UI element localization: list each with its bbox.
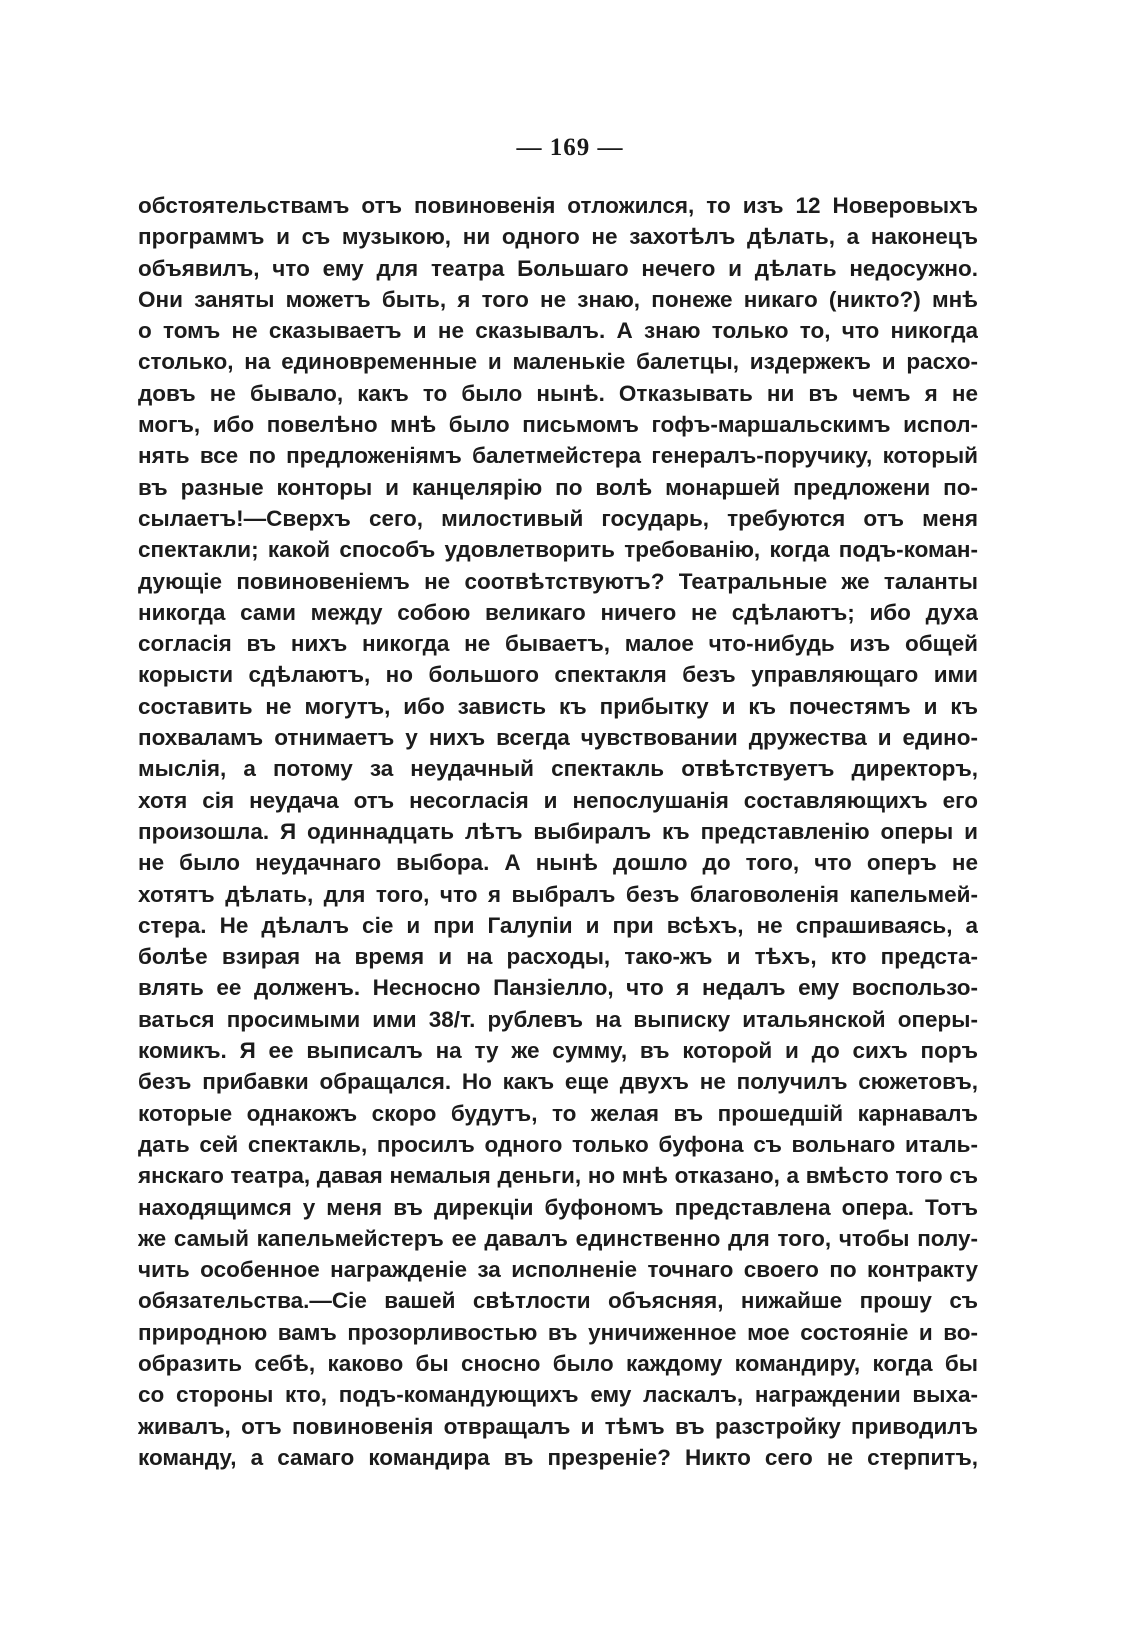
text-line: живалъ, отъ повиновенія отвращалъ и тѣмъ въ разстройку приводилъ — [138, 1413, 978, 1439]
text-line: въ разные конторы и канцелярію по волѣ монаршей предложени по- — [138, 474, 978, 500]
text-line: ваться просимыми ими 38/т. рублевъ на выписку итальянской оперы- — [138, 1006, 978, 1032]
text-line: произошла. Я одиннадцать лѣтъ выбиралъ къ представленію оперы и — [138, 818, 978, 844]
text-line: обстоятельствамъ отъ повиновенія отложился, то изъ 12 Новеровыхъ — [138, 193, 978, 218]
text-line: довъ не бывало, какъ то было нынѣ. Отказывать ни въ чемъ я не — [138, 380, 978, 406]
text-line: комикъ. Я ее выписалъ на ту же сумму, въ которой и до сихъ поръ — [138, 1038, 978, 1064]
text-line: составить не могутъ, ибо зависть къ прибытку и къ почестямъ и къ — [138, 693, 978, 719]
text-line: которые однакожъ скоро будутъ, то желая въ прошедшій карнавалъ — [138, 1100, 978, 1126]
text-line: согласія въ нихъ никогда не бываетъ, малое что-нибудь изъ общей — [138, 631, 978, 657]
text-line: никогда сами между собою великаго ничего не сдѣлаютъ; ибо духа — [138, 599, 978, 625]
text-line: влять ее долженъ. Несносно Панзіелло, что я недалъ ему воспользо- — [138, 975, 978, 1001]
text-line: не было неудачнаго выбора. А нынѣ дошло до того, что оперъ не — [138, 850, 978, 876]
text-line: безъ прибавки обращался. Но какъ еще двухъ не получилъ сюжетовъ, — [138, 1069, 978, 1095]
text-line: нять все по предложеніямъ балетмейстера генералъ-поручику, который — [138, 443, 978, 469]
text-line: корысти сдѣлаютъ, но большого спектакля безъ управляющаго ими — [138, 662, 978, 688]
text-line: программъ и съ музыкою, ни одного не захотѣлъ дѣлать, а наконецъ — [138, 224, 978, 250]
text-line: природною вамъ прозорливостью въ уничиженное мое состояніе и во- — [138, 1319, 978, 1345]
text-line: похваламъ отнимаетъ у нихъ всегда чувствовании дружества и едино- — [138, 725, 978, 751]
text-line: дующіе повиновеніемъ не соотвѣтствуютъ? Театральные же таланты — [138, 568, 978, 594]
text-line: мыслія, а потому за неудачный спектакль отвѣтствуетъ директоръ, — [138, 756, 978, 782]
body-text — [138, 190, 978, 1473]
text-line: объявилъ, что ему для театра Большаго нечего и дѣлать недосужно. — [138, 255, 978, 281]
text-line: янскаго театра, давая немалыя деньги, но мнѣ отказано, а вмѣсто того съ — [138, 1163, 978, 1189]
text-line: столько, на единовременные и маленькіе балетцы, издержекъ и расхо- — [138, 349, 978, 375]
text-line: команду, а самаго командира въ презреніе? Никто сего не стерпитъ, — [138, 1444, 978, 1470]
text-line: Они заняты можетъ быть, я того не знаю, понеже никаго (никто?) мнѣ — [138, 286, 978, 312]
text-line: хотятъ дѣлать, для того, что я выбралъ безъ благоволенія капельмей- — [138, 881, 978, 907]
text-line: болѣе взирая на время и на расходы, тако-жъ и тѣхъ, кто предста- — [138, 944, 978, 970]
text-line: спектакли; какой способъ удовлетворить требованію, когда подъ-коман- — [138, 537, 978, 563]
text-line: могъ, ибо повелѣно мнѣ было письмомъ гофъ-маршальскимъ испол- — [138, 412, 978, 438]
text-line: о томъ не сказываетъ и не сказывалъ. А знаю только то, что никогда — [138, 318, 978, 344]
text-line: образить себѣ, каково бы сносно было каждому командиру, когда бы — [138, 1350, 978, 1376]
text-line: чить особенное награжденіе за исполненіе точнаго своего по контракту — [138, 1257, 978, 1283]
text-line: стера. Не дѣлалъ сіе и при Галупіи и при всѣхъ, не спрашиваясь, а — [138, 912, 978, 938]
text-line: дать сей спектакль, просилъ одного только буфона съ вольнаго италь- — [138, 1131, 978, 1157]
text-line: обязательства.—Сіе вашей свѣтлости объясняя, нижайше прошу съ — [138, 1288, 978, 1314]
page-number: — 169 — — [516, 134, 624, 161]
text-line: сылаетъ!—Сверхъ сего, милостивый государь, требуются отъ меня — [138, 505, 978, 531]
text-line: со стороны кто, подъ-командующихъ ему ласкалъ, награждении выха- — [138, 1382, 978, 1408]
text-line: же самый капельмейстеръ ее давалъ единственно для того, чтобы полу- — [138, 1225, 978, 1251]
text-line: хотя сія неудача отъ несогласія и непослушанія составляющихъ его — [138, 787, 978, 813]
text-line: находящимся у меня въ дирекціи буфономъ представлена опера. Тотъ — [138, 1194, 978, 1220]
